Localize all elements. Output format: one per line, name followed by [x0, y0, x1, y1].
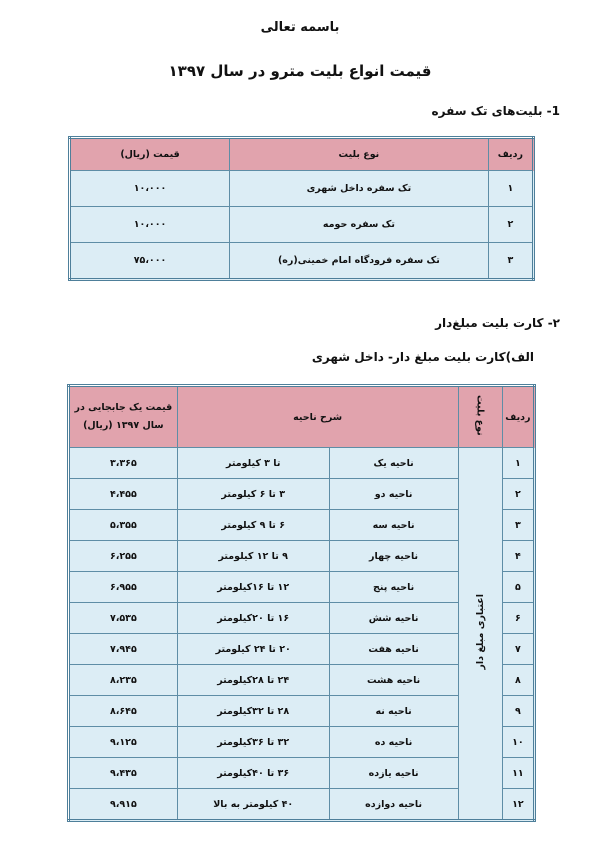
zone-range-cell: ۴۰ کیلومتر به بالا: [177, 789, 329, 821]
ticket-type-cell: تک سفره حومه: [230, 207, 489, 243]
invocation-heading: باسمه تعالی: [260, 20, 340, 35]
price-cell: ۴،۴۵۵: [69, 479, 178, 510]
zone-name-cell: ناحیه چهار: [329, 541, 458, 572]
section2-heading: ۲- کارت بلیت مبلغ‌دار: [435, 316, 560, 330]
price-cell: ۶،۲۵۵: [69, 541, 178, 572]
row-number: ۱۲: [502, 789, 534, 821]
zone-name-cell: ناحیه دو: [329, 479, 458, 510]
zone-range-cell: ۲۸ تا ۳۲کیلومتر: [177, 696, 329, 727]
zone-name-cell: ناحیه یک: [329, 448, 458, 479]
price-cell: ۱۰،۰۰۰: [70, 171, 230, 207]
zone-range-cell: تا ۳ کیلومتر: [177, 448, 329, 479]
price-cell: ۷،۵۳۵: [69, 603, 178, 634]
price-cell: ۵،۳۵۵: [69, 510, 178, 541]
ticket-type-cell: تک سفره فرودگاه امام خمینی(ره): [230, 243, 489, 280]
price-cell: ۹،۱۲۵: [69, 727, 178, 758]
price-cell: ۷۵،۰۰۰: [70, 243, 230, 280]
zone-range-cell: ۹ تا ۱۲ کیلومتر: [177, 541, 329, 572]
price-cell: ۸،۶۴۵: [69, 696, 178, 727]
section1-heading: 1- بلیت‌های تک سفره: [431, 104, 560, 118]
zone-name-cell: ناحیه سه: [329, 510, 458, 541]
row-number: ۷: [502, 634, 534, 665]
row-number: ۲: [488, 207, 533, 243]
table-row: [70, 171, 534, 207]
col-header-type: نوع بلیت: [230, 138, 489, 171]
table-header-row: [69, 386, 535, 448]
zone-range-cell: ۶ تا ۹ کیلومتر: [177, 510, 329, 541]
table-row: [69, 448, 535, 479]
single-trip-table: [68, 136, 535, 281]
price-cell: ۳،۳۶۵: [69, 448, 178, 479]
zone-range-cell: ۱۶ تا ۲۰کیلومتر: [177, 603, 329, 634]
row-number: ۱: [488, 171, 533, 207]
col-header-type: نوع بلیت: [458, 386, 502, 448]
ticket-type-cell: تک سفره داخل شهری: [230, 171, 489, 207]
zone-name-cell: ناحیه شش: [329, 603, 458, 634]
row-number: ۱: [502, 448, 534, 479]
price-cell: ۹،۹۱۵: [69, 789, 178, 821]
col-header-price: قیمت (ریال): [70, 138, 230, 171]
zone-range-cell: ۳۶ تا ۴۰کیلومتر: [177, 758, 329, 789]
row-number: ۸: [502, 665, 534, 696]
zone-name-cell: ناحیه نه: [329, 696, 458, 727]
row-number: ۱۰: [502, 727, 534, 758]
price-cell: ۹،۴۳۵: [69, 758, 178, 789]
zone-range-cell: ۲۰ تا ۲۴ کیلومتر: [177, 634, 329, 665]
table-row: [70, 243, 534, 280]
col-header-description: شرح ناحیه: [177, 386, 458, 448]
zone-range-cell: ۱۲ تا ۱۶کیلومتر: [177, 572, 329, 603]
price-cell: ۷،۹۴۵: [69, 634, 178, 665]
zone-name-cell: ناحیه دوازده: [329, 789, 458, 821]
col-header-row: ردیف: [502, 386, 534, 448]
stored-value-table: [67, 384, 536, 822]
table-header-row: [70, 138, 534, 171]
row-number: ۴: [502, 541, 534, 572]
row-number: ۵: [502, 572, 534, 603]
ticket-type-cell: اعتباری مبلغ دار: [458, 448, 502, 821]
price-cell: ۱۰،۰۰۰: [70, 207, 230, 243]
row-number: ۲: [502, 479, 534, 510]
price-cell: ۶،۹۵۵: [69, 572, 178, 603]
row-number: ۳: [488, 243, 533, 280]
table-row: [70, 207, 534, 243]
row-number: ۹: [502, 696, 534, 727]
col-header-row: ردیف: [488, 138, 533, 171]
zone-name-cell: ناحیه هفت: [329, 634, 458, 665]
zone-name-cell: ناحیه پنج: [329, 572, 458, 603]
row-number: ۶: [502, 603, 534, 634]
zone-range-cell: ۳۲ تا ۳۶کیلومتر: [177, 727, 329, 758]
row-number: ۳: [502, 510, 534, 541]
zone-range-cell: ۳ تا ۶ کیلومتر: [177, 479, 329, 510]
price-cell: ۸،۲۳۵: [69, 665, 178, 696]
zone-name-cell: ناحیه هشت: [329, 665, 458, 696]
section2-subheading: الف)کارت بلیت مبلغ دار- داخل شهری: [311, 350, 534, 364]
document-title: قیمت انواع بلیت مترو در سال ۱۳۹۷: [168, 62, 432, 80]
row-number: ۱۱: [502, 758, 534, 789]
col-header-price: قیمت یک جابجایی در سال ۱۳۹۷ (ریال): [69, 386, 178, 448]
zone-range-cell: ۲۴ تا ۲۸کیلومتر: [177, 665, 329, 696]
zone-name-cell: ناحیه یازده: [329, 758, 458, 789]
zone-name-cell: ناحیه ده: [329, 727, 458, 758]
